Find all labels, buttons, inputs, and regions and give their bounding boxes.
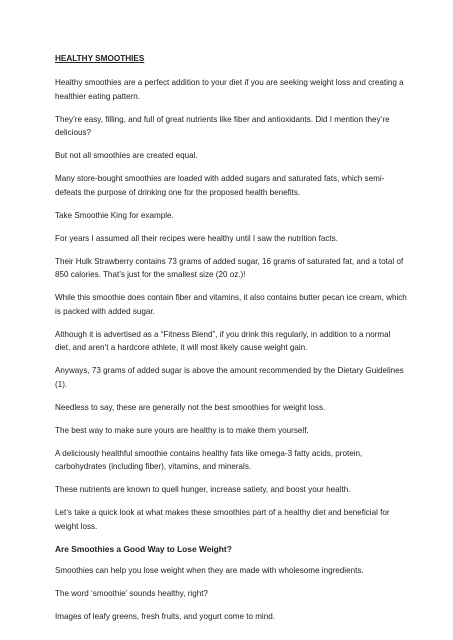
paragraph: These nutrients are known to quell hunger, increase satiety, and boost your health. [55,485,351,494]
paragraph: A deliciously healthful smoothie contains healthy fats like omega-3 fatty acids, protein, carbohydrates (including fiber), vitamins, and minerals. [55,448,363,471]
document-title: HEALTHY SMOOTHIES [55,54,145,63]
paragraph: For years I assumed all their recipes were healthy until I saw the nutrition facts. [55,233,338,243]
paragraph: Although it is advertised as a “Fitness Blend”, if you drink this regularly, in addition to a normal diet, and aren’t a hardcore athlete, it will most likely cause weight gain. [55,329,391,352]
document-body [55,76,407,624]
paragraph: While this smoothie does contain fiber and vitamins, it also contains butter pecan ice cream, which is packed with added sugar. [55,293,407,316]
paragraph: But not all smoothies are created equal. [55,151,198,160]
document-page [55,53,407,633]
paragraph: The best way to make sure yours are healthy is to make them yourself. [55,425,309,435]
paragraph: Let’s take a quick look at what makes these smoothies part of a healthy diet and beneficial for weight loss. [55,508,390,531]
paragraph: Their Hulk Strawberry contains 73 grams of added sugar, 16 grams of saturated fat, and a total of 850 calories. That’s just for the smallest size (20 oz.)! [55,256,404,279]
paragraph: Images of leafy greens, fresh fruits, and yogurt come to mind. [55,612,275,621]
paragraph: Anyways, 73 grams of added sugar is above the amount recommended by the Dietary Guidelines (1). [55,366,404,389]
paragraph: Smoothies can help you lose weight when they are made with wholesome ingredients. [55,566,364,575]
section-heading: Are Smoothies a Good Way to Lose Weight? [55,543,232,554]
paragraph: Many store-bought smoothies are loaded with added sugars and saturated fats, which semi-defeats the purpose of drinking one for the proposed health benefits. [55,174,385,197]
paragraph: Needless to say, these are generally not the best smoothies for weight loss. [55,402,326,412]
paragraph: They’re easy, filling, and full of great nutrients like fiber and antioxidants. Did I mention they’re delicious? [55,114,390,137]
paragraph: Take Smoothie King for example. [55,210,174,220]
paragraph: The word ‘smoothie’ sounds healthy, right? [55,589,208,598]
paragraph: Healthy smoothies are a perfect addition to your diet if you are seeking weight loss and creating a healthier eating pattern. [55,78,404,101]
